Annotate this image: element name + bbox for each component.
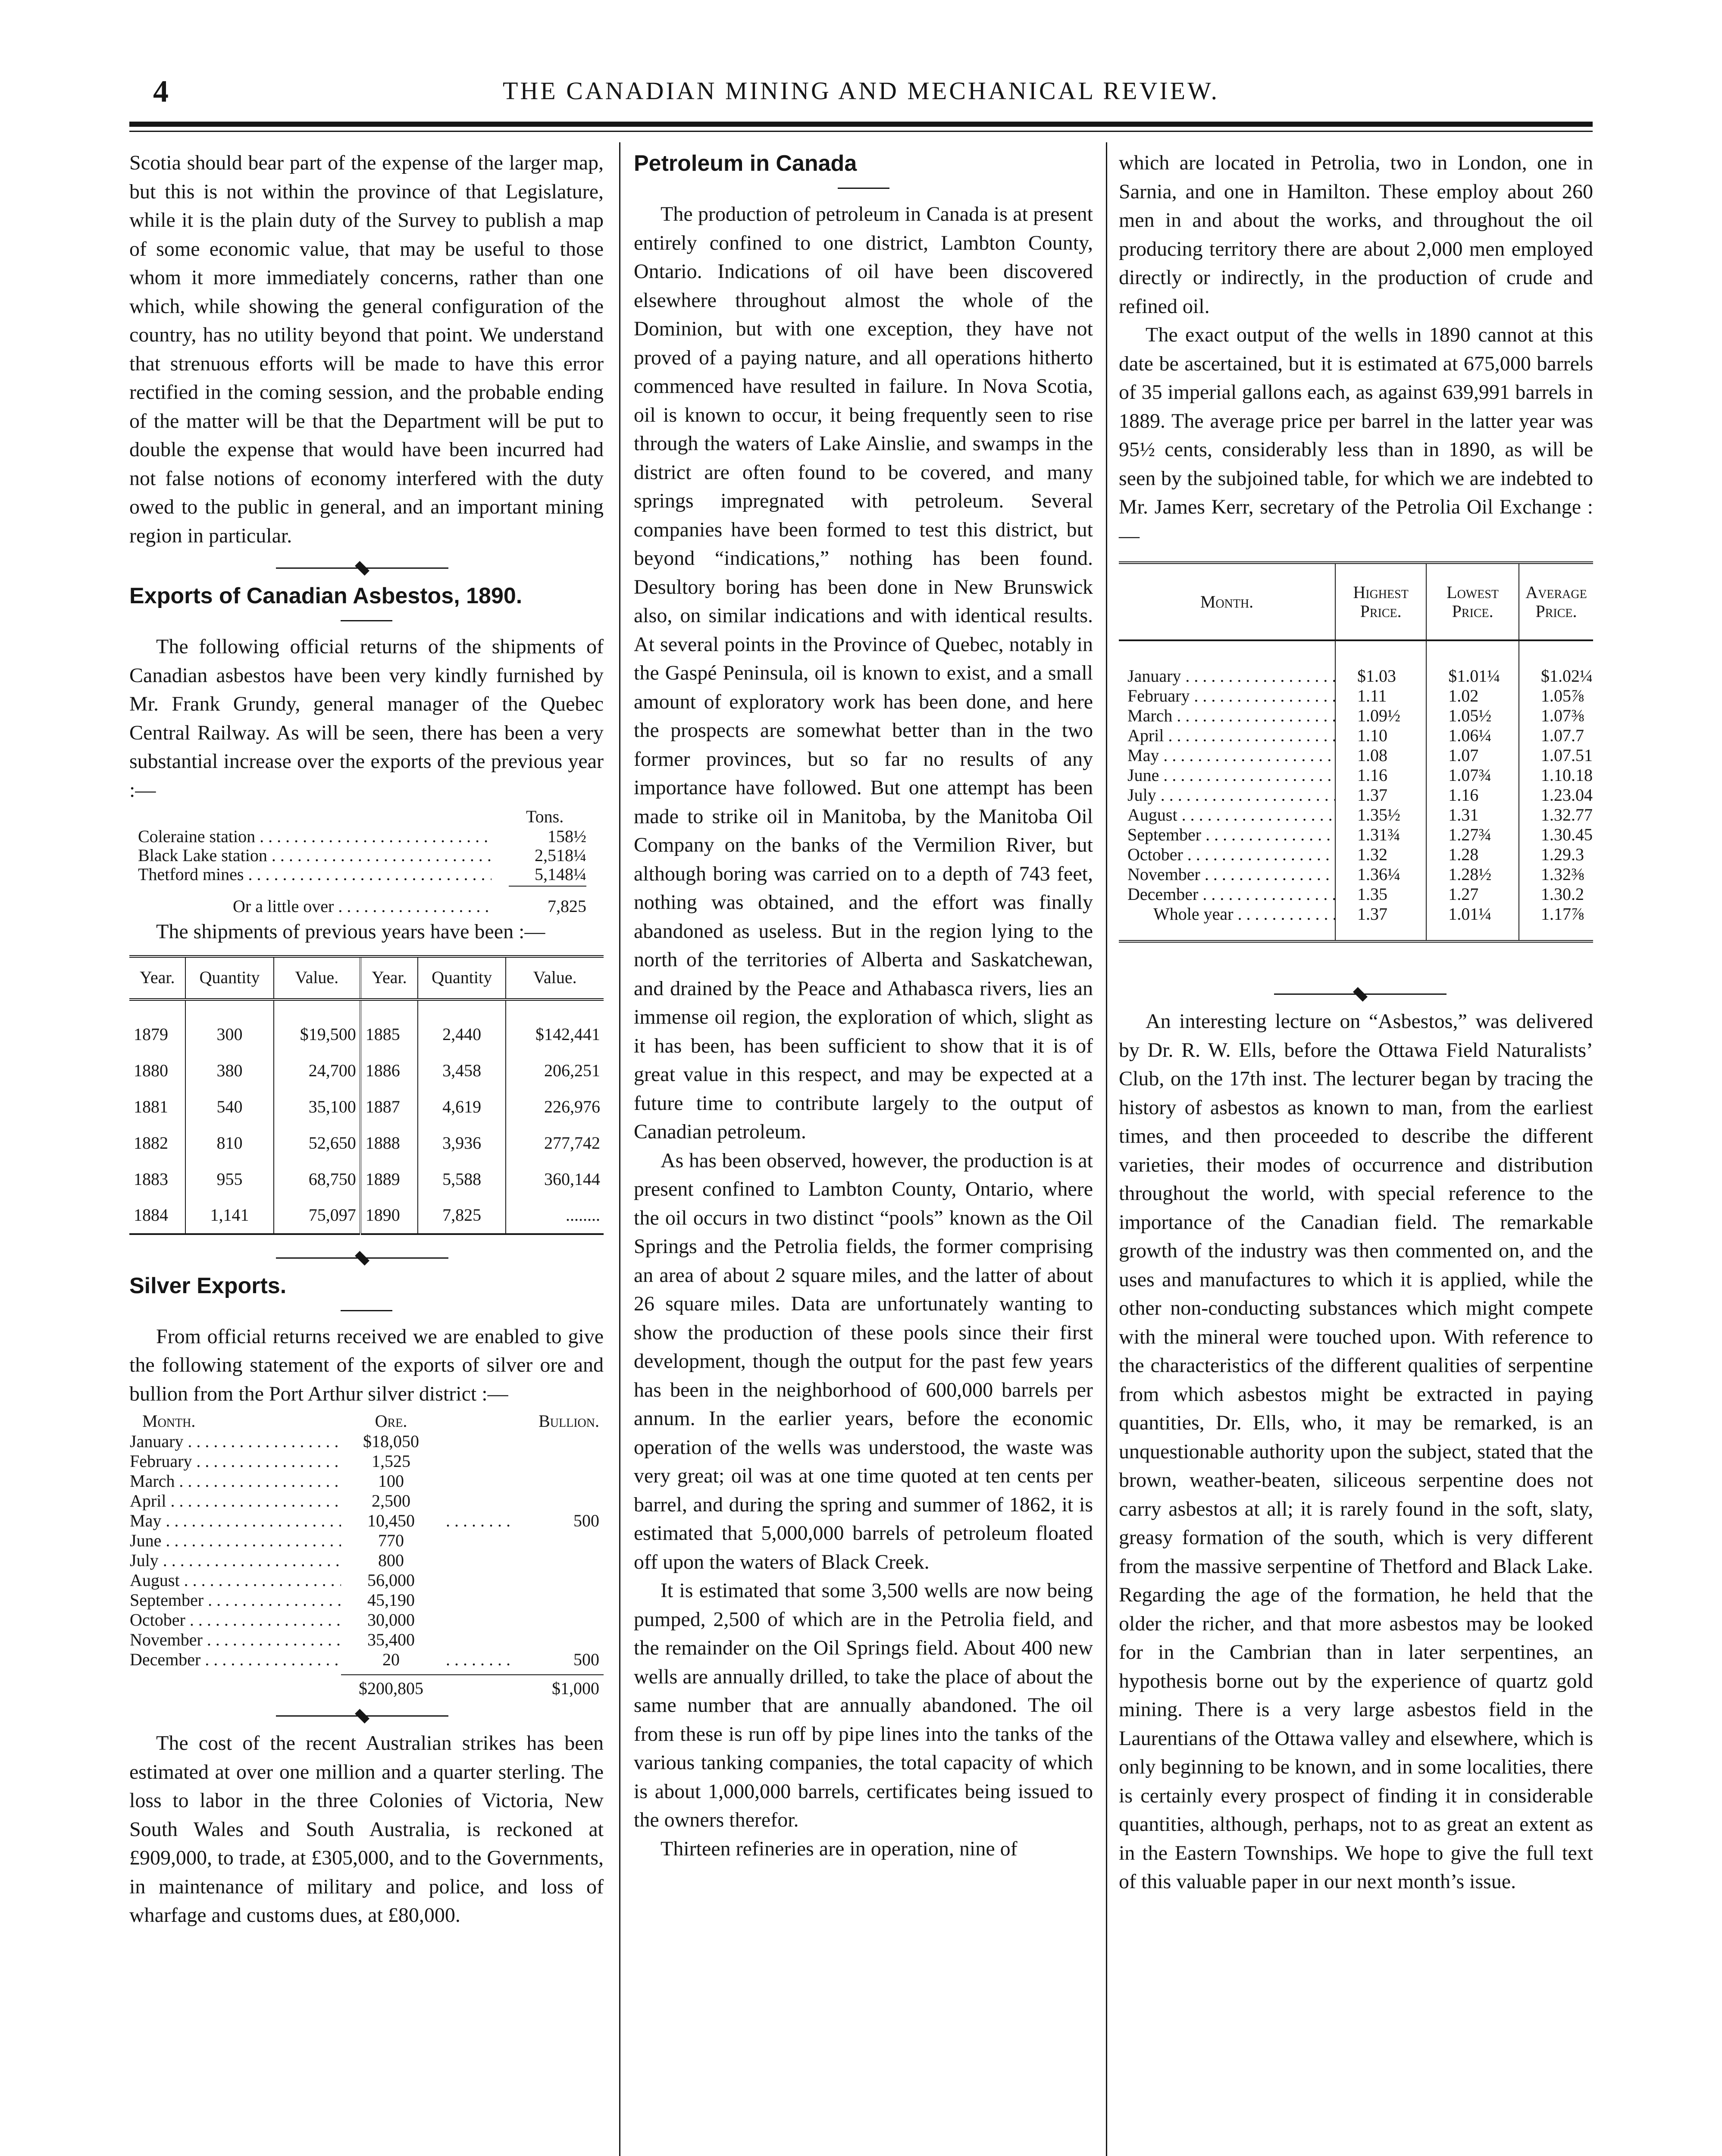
station-tons: 158½ [548,827,586,846]
table-header: Value. [533,968,577,987]
value-cell: 35,100 [274,1089,360,1125]
month-cell: August . . . [129,1570,341,1590]
year-cell: 1889 [360,1162,418,1198]
table-row [129,1125,604,1162]
average-cell: 1.29.3 [1541,845,1584,864]
table-row [129,1162,604,1198]
refineries-paragraph: which are located in Petrolia, two in London, one in Sarnia, and one in Hamilton. These employ about 260 men in and about the works, and throughout the oil producing territory there are about 2,000 men employed directly or indirectly, in the production of crude and refined oil. [1119,151,1593,318]
value-cell: $19,500 [274,1017,360,1053]
column-divider-left [619,142,620,2156]
highest-cell: 1.35½ [1335,805,1426,825]
ore-cell: 35,400 [367,1630,415,1649]
value-cell: ........ [566,1205,600,1225]
month-cell: July . . . [129,1551,341,1570]
page-number: 4 [153,74,169,109]
value-cell: 52,650 [274,1125,360,1162]
silver-row [129,1590,604,1610]
month-cell: November . . . [129,1630,341,1650]
price-row [1119,765,1593,785]
table-row [129,1198,604,1234]
highest-cell: 1.35 [1335,884,1426,904]
total-label: Or a little over . . . [233,897,492,916]
heading-dash [341,620,392,621]
ore-cell: 800 [378,1551,404,1570]
silver-row [129,1570,604,1590]
petroleum-paragraph: It is estimated that some 3,500 wells are now being pumped, 2,500 of which are in the Petrolia field, and the remainder on the Oil Springs field. About 400 new wells are annually drilled, to take the place of about the same number that are annually abandoned. The oil from these is run off by pipe lines into the tanks of the various tanking companies, the total capacity of which is about 1,000,000 barrels, certificates being issued to the owners therefor. [634,1579,1093,1831]
average-cell: 1.07⅜ [1541,706,1584,725]
month-cell: May . . . [129,1511,341,1531]
price-row [1119,746,1593,765]
year-cell: 1884 [129,1198,185,1234]
ore-cell: 2,500 [372,1491,410,1510]
quantity-cell: 4,619 [418,1089,506,1125]
price-row [1119,706,1593,726]
month-cell: October . . . [1119,845,1335,865]
petroleum-heading: Petroleum in Canada [634,151,857,176]
month-cell: February . . . [1119,686,1335,706]
bullion-cell [441,1610,604,1630]
year-cell: 1890 [360,1198,418,1234]
value-cell: 277,742 [544,1133,600,1153]
bullion-cell [441,1590,604,1610]
ore-cell: 10,450 [367,1511,415,1530]
average-cell: 1.10.18 [1541,765,1593,785]
petroleum-paragraph: The production of petroleum in Canada is at present entirely confined to one district, Lambton County, Ontario. Indications of oil have been discovered elsewhere throughout almost the whole of the Dominion, but with one exception, they have not proved of a paying nature, and all operations hitherto commenced have resulted in failure. In Nova Scotia, oil is known to occur, it being frequently seen to rise through the waters of Lake Ainslie, and swamps in the district are often found to be covered, and many springs impregnated with petroleum. Several companies have been formed to test this district, but beyond “indications,” nothing has been found. Desultory boring has been done in New Brunswick also, on similar indications and with identical results. At several points in the Province of Quebec, notably in the Gaspé Peninsula, oil is known to exist, and a small amount of exploratory work has been done, and here the prospects are somewhat better than in the two former provinces, but so far no results of any importance have followed. But one attempt has been made to strike oil in Manitoba, by the Manitoba Oil Company on the banks of the Vermilion River, but although boring was carried on to a depth of 743 feet, nothing was obtained, and the effort was finally abandoned as useless. But in the region lying to the north of the territories of Alberta and Saskatchewan, and drained by the Peace and Athabasca rivers, lies an immense oil region, the exploration of which, slight as it has been, has been sufficient to show that it is of great value in this respect, and may be expected at a future time to contribute largely to the output of Canadian petroleum. [634,203,1093,1143]
lowest-cell: 1.07¾ [1426,765,1519,785]
value-cell: 68,750 [274,1162,360,1198]
lecture-paragraph: An interesting lecture on “Asbestos,” was delivered by Dr. R. W. Ells, before the Ottawa Field Naturalists’ Club, on the 17th inst. The lecturer began by tracing the history of asbestos as known to man, from the earliest times, and then proceeded to describe the different varieties, their modes of occurrence and distribution throughout the world, with special reference to the importance of the Canadian field. The remarkable growth of the industry was then commented on, and the uses and manufactures to which it is applied, while the other non-conducting substances which might compete with the mineral were touched upon. With reference to the characteristics of the different qualities of serpentine from which asbestos might be extracted in paying quantities, Dr. Ells, who, it may be remarked, is an unquestionable authority upon the subject, stated that the brown, weather-beaten, siliceous serpentine does not carry asbestos at all; it is rarely found in the soft, slaty, greasy formation of the south, which is very different from the massive serpentine of Thetford and Black Lake. Regarding the age of the formation, he held that the older the richer, and that more asbestos may be looked for in the Cambrian than in later serpentines, an hypothesis borne out by the experience of quartz gold mining. There is a very large asbestos field in the Laurentians of the Ottawa valley and elsewhere, which is only beginning to be known, and in some localities, there is certainly every prospect of finding it in considerable quantities, although, perhaps, not to as great an extent as in the Eastern Townships. We hope to give the full text of this valuable paper in our next month’s issue. [1119,1010,1593,1893]
month-cell: May . . . [1119,746,1335,765]
month-cell: December . . . [1119,884,1335,904]
silver-row [129,1610,604,1630]
average-cell: 1.30.2 [1541,884,1584,904]
highest-cell: 1.31¾ [1335,825,1426,845]
quantity-cell: 380 [185,1053,273,1089]
petroleum-paragraph: Thirteen refineries are in operation, nine of [661,1837,1018,1860]
heading-dash [838,188,889,189]
bullion-cell [441,1531,604,1551]
year-cell: 1885 [360,1017,418,1053]
month-cell: April . . . [129,1491,341,1511]
asbestos-heading: Exports of Canadian Asbestos, 1890. [129,583,523,608]
table-header: Year. [360,956,418,1000]
value-cell: 206,251 [544,1061,600,1081]
bullion-cell [441,1570,604,1590]
lowest-cell: 1.31 [1426,805,1519,825]
value-cell: 226,976 [544,1097,600,1117]
bullion-cell [441,1551,604,1570]
section-ornament [129,555,604,581]
lowest-cell: 1.28½ [1426,865,1519,884]
year-cell: 1887 [360,1089,418,1125]
bullion-value: 500 [573,1511,599,1530]
year-cell: 1881 [129,1089,185,1125]
price-row [1119,884,1593,904]
petroleum-paragraph: As has been observed, however, the production is at present confined to Lambton County, Ontario, where the oil occurs in two distinct “pools” known as the Oil Springs and the Petrolia fields, the former comprising an area of about 2 square miles, and the latter of about 26 square miles. Data are unfortunately wanting to show the production of these pools since their first development, though the output for the past few years has been in the neighborhood of 600,000 barrels per annum. In the earlier years, before the economic operation of the wells was understood, the waste was very great; oil was at one time quoted at ten cents per barrel, and during the spring and summer of 1862, it is estimated that 5,000,000 barrels of petroleum floated off upon the waters of Black Creek. [634,1149,1093,1573]
average-cell: 1.07.7 [1541,726,1584,745]
average-cell: 1.30.45 [1541,825,1593,844]
intro-paragraph: Scotia should bear part of the expense of the larger map, but this is not within the province of that Legislature, while it is the plain duty of the Survey to publish a map of some economic value, that may be useful to those whom it more immediately concerns, rather than one which, while showing the general configuration of the country, has no utility beyond that point. We understand that strenuous efforts will be made to have this error rectified in the coming session, and the probable ending of the matter will be that the Department will be put to double the expense that would have been incurred had not false notions of economy interfered with the duty owed to the public in general, and an important mining region in particular. [129,151,604,547]
lowest-cell: 1.06¼ [1426,726,1519,746]
ore-cell: 1,525 [372,1451,410,1471]
quantity-cell: 955 [185,1162,273,1198]
strikes-paragraph: The cost of the recent Australian strikes has been estimated at over one million and a quarter sterling. The loss to labor in the three Colonies of Victoria, New South Wales and South Australia, is reckoned at £909,000, to trade, at £305,000, and to the Governments, in maintenance of military and police, and loss of wharfage and customs dues, at £80,000. [129,1732,604,1927]
highest-cell: $1.03 [1335,666,1426,686]
bullion-header: Bullion. [539,1411,599,1431]
month-cell: November . . . [1119,865,1335,884]
ore-cell: 56,000 [367,1570,415,1590]
average-cell: 1.07.51 [1541,746,1593,765]
table-row [129,1089,604,1125]
year-cell: 1888 [360,1125,418,1162]
bullion-cell [441,1432,604,1451]
bullion-value: 500 [573,1650,599,1669]
lowest-cell: 1.07 [1426,746,1519,765]
month-cell: December . . . [129,1650,341,1670]
month-cell: January . . . [1119,666,1335,686]
month-cell: August . . . [1119,805,1335,825]
price-row [1119,666,1593,686]
price-row [1119,686,1593,706]
column-divider-right [1106,142,1107,2156]
month-header: Month. [142,1411,196,1431]
previous-years-intro: The shipments of previous years have been :— [156,920,545,943]
month-cell: July . . . [1119,785,1335,805]
table-header: Value. [274,956,360,1000]
price-header: Average Price. [1525,582,1587,621]
year-cell: 1883 [129,1162,185,1198]
section-ornament [129,1245,604,1271]
month-cell: June . . . [129,1531,341,1551]
silver-exports-table [129,1411,604,1702]
ore-cell: $18,050 [363,1432,419,1451]
lowest-cell: 1.27 [1426,884,1519,904]
asbestos-paragraph: The following official returns of the shipments of Canadian asbestos have been very kindly furnished by Mr. Frank Grundy, general manager of the Quebec Central Railway. As will be seen, there has been a very substantial increase over the exports of the previous year :— [129,635,604,802]
value-cell: 24,700 [274,1053,360,1089]
asbestos-stations-table [129,807,604,893]
month-cell: September . . . [1119,825,1335,845]
average-cell: 1.23.04 [1541,785,1593,805]
ore-cell: 770 [378,1531,404,1550]
station-name: Thetford mines . . . [138,865,492,884]
station-name: Coleraine station . . . [138,827,492,846]
quantity-cell: 2,440 [418,1017,506,1053]
average-cell: 1.05⅞ [1541,686,1584,705]
journal-title: THE CANADIAN MINING AND MECHANICAL REVIEW. [502,77,1220,105]
quantity-cell: 3,936 [418,1125,506,1162]
month-cell: September . . . [129,1590,341,1610]
table-row [129,1053,604,1089]
ore-header: Ore. [375,1411,407,1431]
station-tons: 5,148¼ [535,865,586,884]
average-cell: $1.02¼ [1541,666,1593,686]
average-cell: 1.17⅞ [1541,904,1584,924]
price-row [1119,904,1593,924]
ore-cell: 45,190 [367,1590,415,1610]
highest-cell: 1.36¼ [1335,865,1426,884]
month-cell: June . . . [1119,765,1335,785]
ore-cell: 30,000 [367,1610,415,1630]
silver-row [129,1451,604,1471]
quantity-cell: 7,825 [418,1198,506,1234]
silver-row [129,1511,604,1531]
output-paragraph: The exact output of the wells in 1890 cannot at this date be ascertained, but it is estimated at 675,000 barrels of 35 imperial gallons each, as against 639,991 barrels in 1889. The average price per barrel in the latter year was 95½ cents, considerably less than in 1890, as will be seen by the subjoined table, for which we are indebted to Mr. James Kerr, secretary of the Petrolia Oil Exchange :— [1119,323,1593,547]
month-cell: January . . . [129,1432,341,1451]
section-ornament [1119,981,1593,1007]
silver-row [129,1471,604,1491]
column-2 [634,149,1093,1863]
quantity-cell: 3,458 [418,1053,506,1089]
ore-cell: 100 [378,1471,404,1491]
value-cell: 75,097 [274,1198,360,1234]
price-row [1119,865,1593,884]
ore-cell: 20 [382,1650,400,1669]
quantity-cell: 5,588 [418,1162,506,1198]
table-header: Quantity [185,956,273,1000]
lowest-cell: 1.16 [1426,785,1519,805]
lowest-cell: 1.01¼ [1426,904,1519,924]
average-cell: 1.32.77 [1541,805,1593,824]
month-cell: March . . . [1119,706,1335,726]
lowest-cell: 1.28 [1426,845,1519,865]
asbestos-total-row [129,893,604,918]
silver-row [129,1551,604,1570]
price-row [1119,845,1593,865]
month-cell: October . . . [129,1610,341,1630]
column-1 [129,149,604,1930]
price-row [1119,726,1593,746]
highest-cell: 1.16 [1335,765,1426,785]
highest-cell: 1.11 [1335,686,1426,706]
silver-paragraph: From official returns received we are enabled to give the following statement of the exports of silver ore and bullion from the Port Arthur silver district :— [129,1325,604,1405]
bullion-cell: . . . . . . . . 500 [446,1650,599,1669]
silver-row [129,1531,604,1551]
year-cell: 1879 [129,1017,185,1053]
silver-row [129,1491,604,1511]
highest-cell: 1.37 [1335,904,1426,924]
silver-row [129,1432,604,1451]
highest-cell: 1.10 [1335,726,1426,746]
highest-cell: 1.37 [1335,785,1426,805]
price-row [1119,825,1593,845]
month-cell: Whole year . . . [1119,904,1335,924]
table-header: Year. [129,956,185,1000]
bullion-cell [441,1491,604,1511]
lowest-cell: 1.02 [1426,686,1519,706]
table-row [129,1017,604,1053]
asbestos-history-table [129,955,604,1235]
silver-row [129,1630,604,1650]
station-tons: 2,518¼ [535,846,586,865]
quantity-cell: 540 [185,1089,273,1125]
price-row [1119,785,1593,805]
month-cell: March . . . [129,1471,341,1491]
silver-heading: Silver Exports. [129,1273,287,1298]
heading-dash [341,1310,392,1311]
price-row [1119,805,1593,825]
price-header: Highest Price. [1335,563,1426,640]
station-name: Black Lake station . . . [138,846,492,865]
value-cell: 360,144 [544,1169,600,1189]
header-rule-thick [129,122,1593,127]
tons-label: Tons. [526,807,564,826]
bullion-cell [441,1630,604,1650]
header-rule-thin [129,131,1593,132]
average-cell: 1.32⅜ [1541,865,1584,884]
value-cell: $142,441 [535,1025,600,1044]
quantity-cell: 300 [185,1017,273,1053]
price-header: Month. [1119,563,1335,640]
quantity-cell: 810 [185,1125,273,1162]
price-header: Lowest Price. [1426,563,1519,640]
month-cell: February . . . [129,1451,341,1471]
lowest-cell: $1.01¼ [1426,666,1519,686]
highest-cell: 1.09½ [1335,706,1426,726]
highest-cell: 1.32 [1335,845,1426,865]
column-3 [1119,149,1593,1896]
lowest-cell: 1.05½ [1426,706,1519,726]
total-value: 7,825 [548,896,586,916]
year-cell: 1882 [129,1125,185,1162]
bullion-total: $1,000 [552,1678,599,1698]
year-cell: 1886 [360,1053,418,1089]
lowest-cell: 1.27¾ [1426,825,1519,845]
section-ornament [129,1703,604,1729]
quantity-cell: 1,141 [185,1198,273,1234]
bullion-cell [441,1471,604,1491]
bullion-cell [441,1451,604,1471]
oil-price-table [1119,561,1593,943]
table-header: Quantity [418,956,506,1000]
highest-cell: 1.08 [1335,746,1426,765]
ore-total: $200,805 [359,1678,423,1698]
year-cell: 1880 [129,1053,185,1089]
month-cell: April . . . [1119,726,1335,746]
silver-row [129,1650,604,1670]
bullion-cell: . . . . . . . . 500 [446,1511,599,1530]
